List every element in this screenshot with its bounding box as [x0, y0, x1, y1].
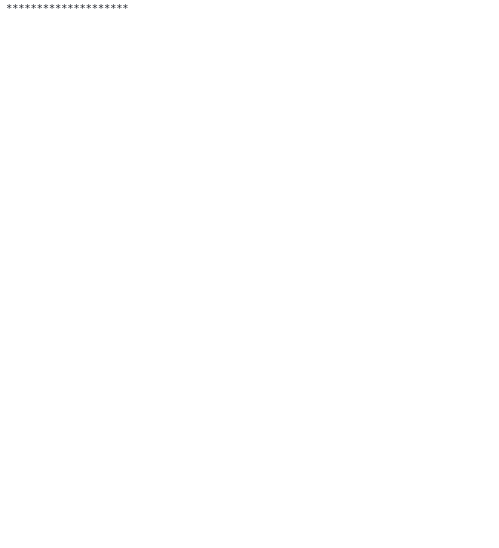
title-divider: ******************** [6, 3, 129, 15]
